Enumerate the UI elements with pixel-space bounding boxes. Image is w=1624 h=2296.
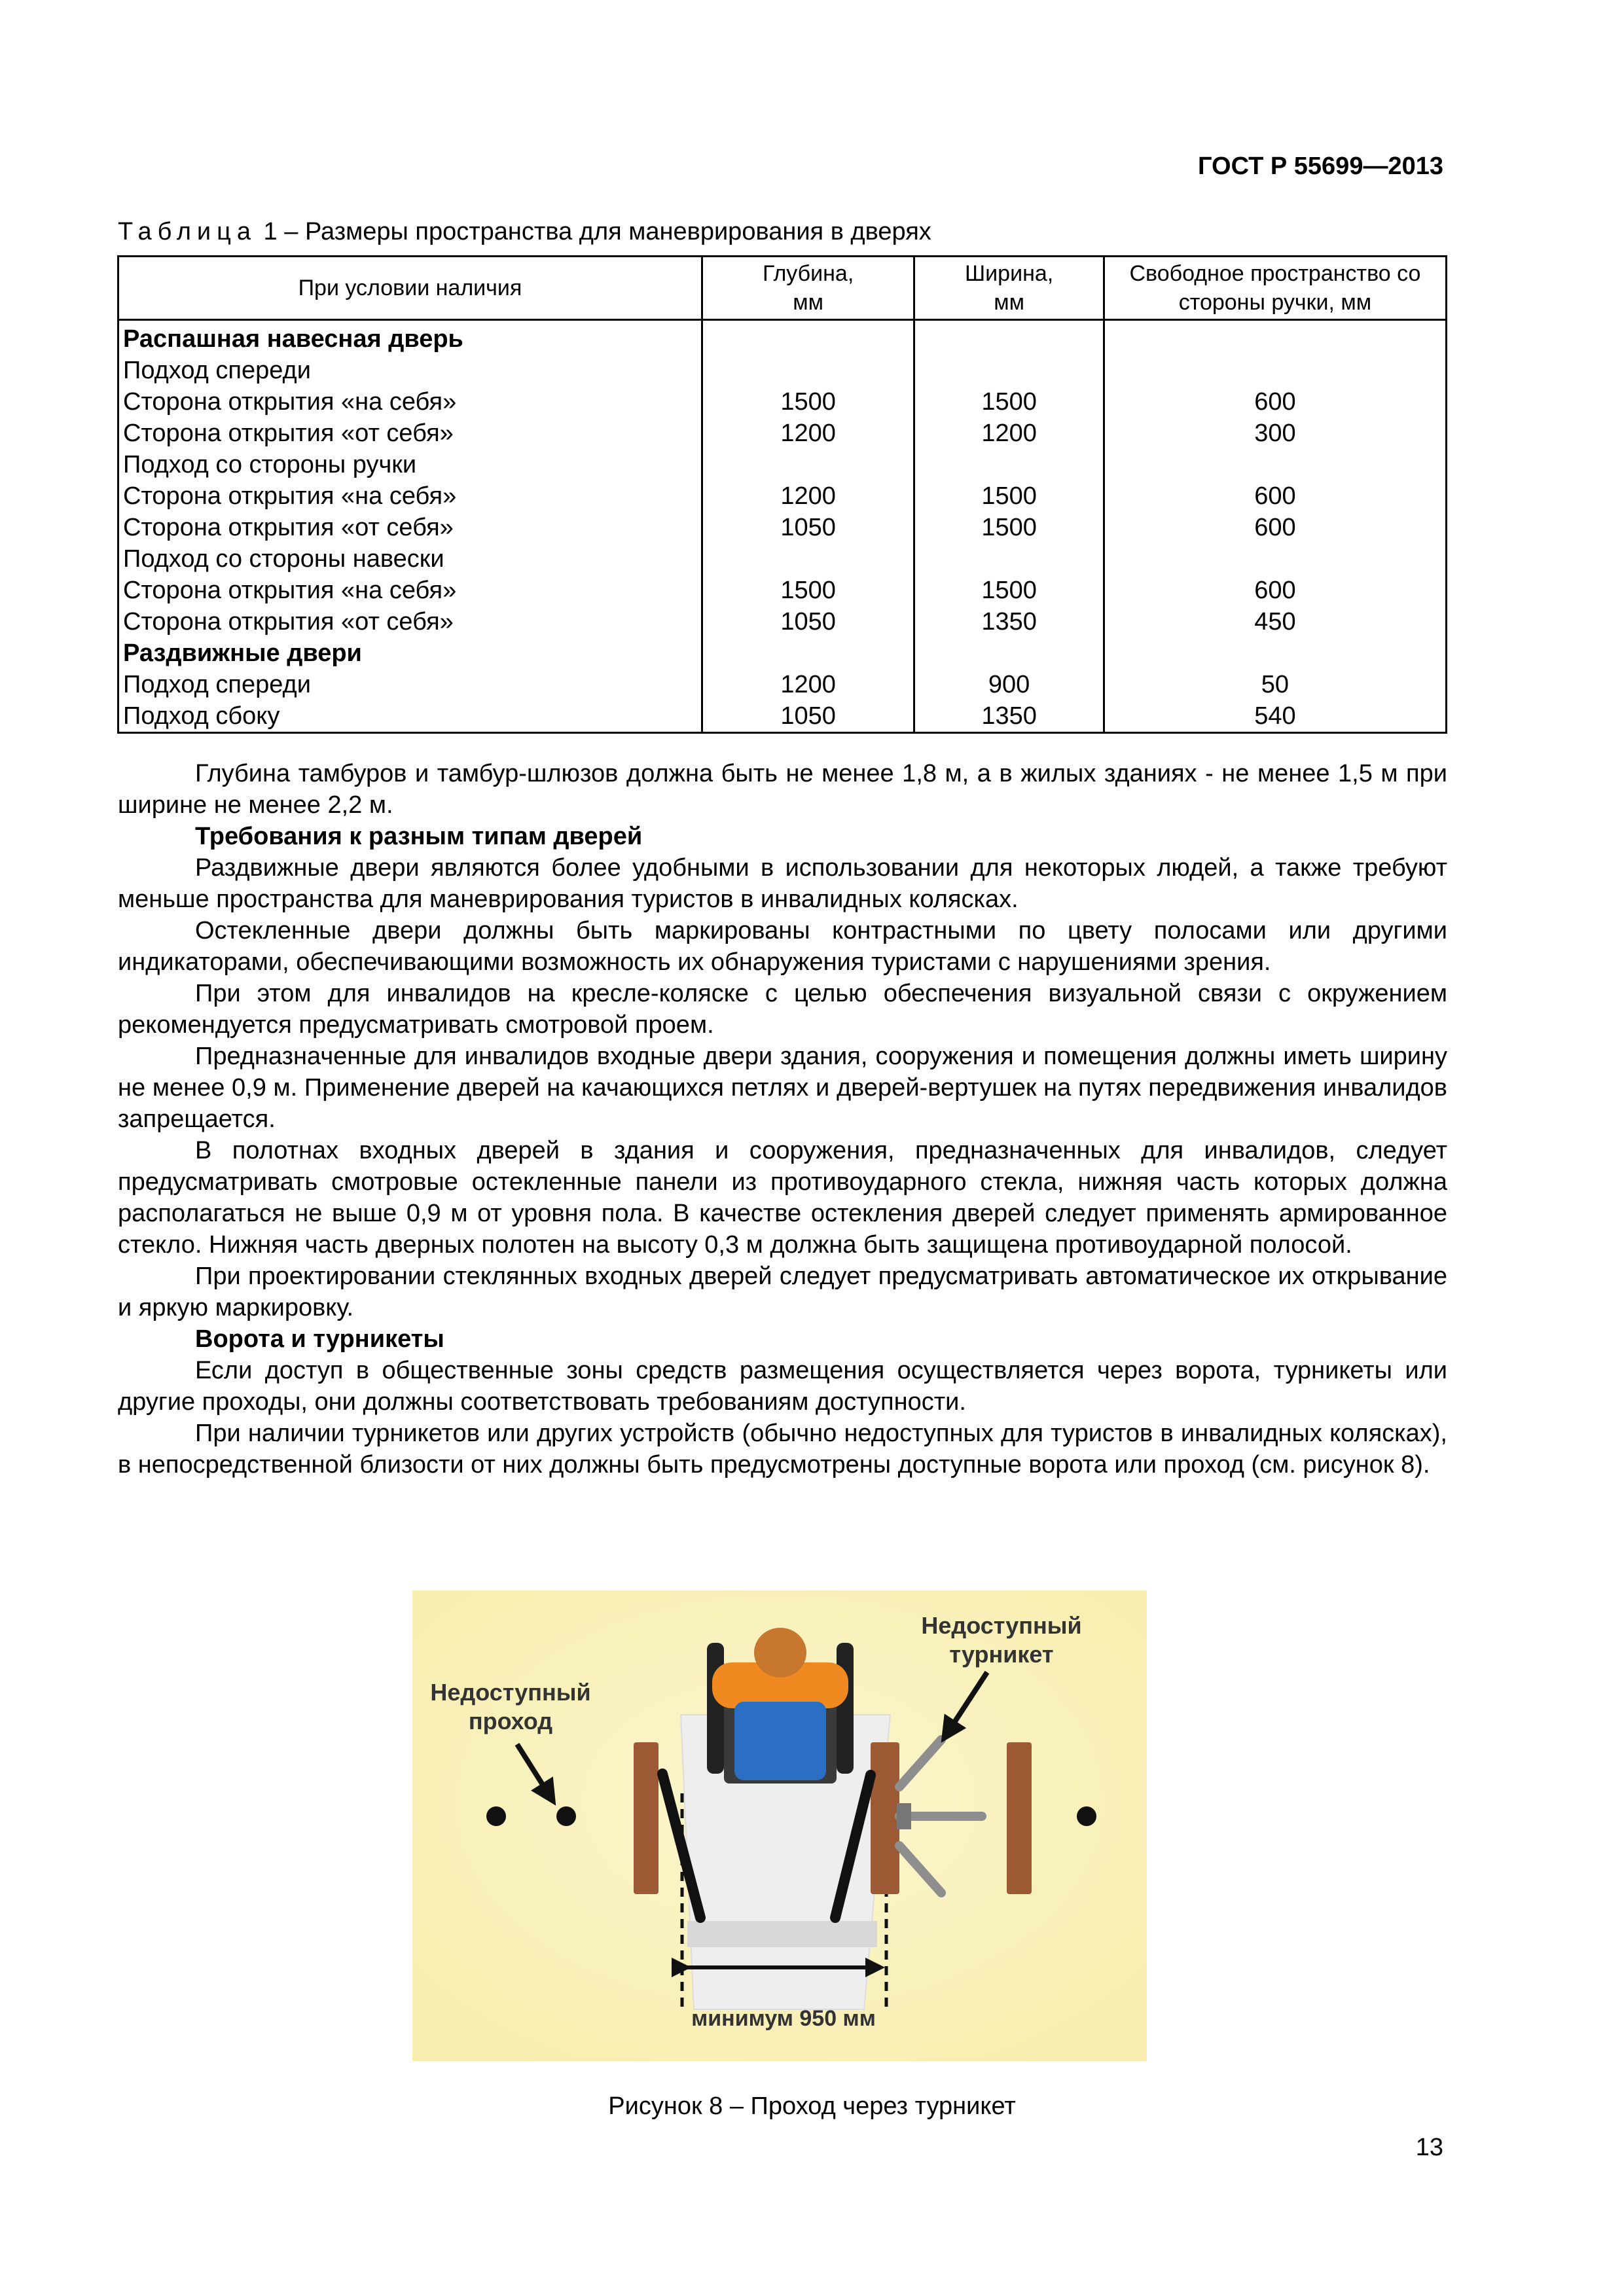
bollard-dot-1: [486, 1806, 506, 1826]
label-inaccessible-passage-line2: проход: [468, 1708, 553, 1734]
table-caption-label: Таблица: [118, 218, 257, 245]
table-row: Сторона открытия «на себя» 1500 1500 600: [118, 575, 1447, 606]
turnstile-hub: [897, 1803, 911, 1829]
table-row: Сторона открытия «от себя» 1200 1200 300: [118, 418, 1447, 449]
bollard-dot-3: [1077, 1806, 1096, 1826]
table-header-row: [118, 257, 1447, 320]
post-center: [871, 1742, 899, 1894]
table-row: Сторона открытия «от себя» 1050 1350 450: [118, 606, 1447, 637]
post-right: [1007, 1742, 1032, 1894]
table-row: Подход спереди 1200 900 50: [118, 669, 1447, 700]
document-header: ГОСТ Р 55699—2013: [1198, 152, 1443, 180]
section-heading: Ворота и турникеты: [195, 1325, 444, 1353]
table-row: Подход сбоку 1050 1350 540: [118, 700, 1447, 733]
column-header-depth: Глубина, мм: [702, 257, 914, 320]
bollard-dot-2: [556, 1806, 576, 1826]
paragraph: Если доступ в общественные зоны средств размещения осуществляется через ворота, турникеты или другие проходы, они должны соответствовать требованиям доступности.: [118, 1357, 1447, 1416]
floor-mark: [687, 1921, 877, 1947]
table-row: Сторона открытия «на себя» 1200 1500 600: [118, 480, 1447, 512]
table-row: Подход со стороны навески: [118, 543, 1447, 575]
paragraph: При наличии турникетов или других устройств (обычно недоступных для туристов в инвалидных колясках), в непосредственной близости от них должны быть предусмотрены доступные ворота или проход (см. рисунок 8).: [118, 1420, 1447, 1479]
column-header-free-space: Свободное пространство со стороны ручки, мм: [1104, 257, 1446, 320]
table-row: Раздвижные двери: [118, 637, 1447, 669]
column-header-width: Ширина, мм: [914, 257, 1104, 320]
label-inaccessible-turnstile-line2: турникет: [949, 1641, 1054, 1668]
page-number: 13: [1415, 2134, 1443, 2161]
paragraph: Предназначенные для инвалидов входные двери здания, сооружения и помещения должны иметь ширину не менее 0,9 м. Применение дверей на качающихся петлях и дверей-вертушек на путях передвижения инвалидов запрещается.: [118, 1043, 1447, 1133]
table-caption-text: 1 – Размеры пространства для маневрирования в дверях: [257, 218, 931, 245]
table-row: Подход со стороны ручки: [118, 449, 1447, 480]
figure-caption: Рисунок 8 – Проход через турникет: [608, 2092, 1016, 2120]
turnstile-illustration: [412, 1590, 1147, 2061]
section-heading: Требования к разным типам дверей: [195, 823, 643, 850]
body-text: [118, 758, 1447, 1480]
paragraph: Раздвижные двери являются более удобными в использовании для некоторых людей, а также требуют меньше пространства для маневрирования туристов в инвалидных колясках.: [118, 854, 1447, 913]
label-inaccessible-passage-line1: Недоступный: [430, 1679, 591, 1706]
dimensions-table: [117, 255, 1447, 734]
turnstile-figure: [412, 1590, 1147, 2061]
paragraph: Остекленные двери должны быть маркированы контрастными по цвету полосами или другими индикаторами, обеспечивающими возможность их обнаружения туристами с нарушениями зрения.: [118, 917, 1447, 976]
paragraph: При проектировании стеклянных входных дверей следует предусматривать автоматическое их открывание и яркую маркировку.: [118, 1263, 1447, 1321]
paragraph: Глубина тамбуров и тамбур-шлюзов должна быть не менее 1,8 м, а в жилых зданиях - не менее 1,5 м при ширине не менее 2,2 м.: [118, 760, 1447, 819]
table-caption: [118, 218, 931, 246]
table-row: Распашная навесная дверь: [118, 320, 1447, 355]
column-header-condition: При условии наличия: [118, 257, 702, 320]
post-left: [634, 1742, 659, 1894]
table-row: Сторона открытия «от себя» 1050 1500 600: [118, 512, 1447, 543]
table-row: Сторона открытия «на себя» 1500 1500 600: [118, 386, 1447, 418]
label-inaccessible-turnstile-line1: Недоступный: [921, 1612, 1082, 1639]
table-row: Подход спереди: [118, 355, 1447, 386]
paragraph: В полотнах входных дверей в здания и сооружения, предназначенных для инвалидов, следует предусматривать смотровые остекленные панели из противоударного стекла, нижняя часть которых должна располагаться не выше 0,9 м от уровня пола. В качестве остекления дверей следует применять армированное стекло. Нижняя часть дверных полотен на высоту 0,3 м должна быть защищена противоударной полосой.: [118, 1137, 1447, 1259]
label-minimum-width: минимум 950 мм: [691, 2006, 876, 2031]
paragraph: При этом для инвалидов на кресле-коляске с целью обеспечения визуальной связи с окружением рекомендуется предусматривать смотровой проем.: [118, 980, 1447, 1039]
